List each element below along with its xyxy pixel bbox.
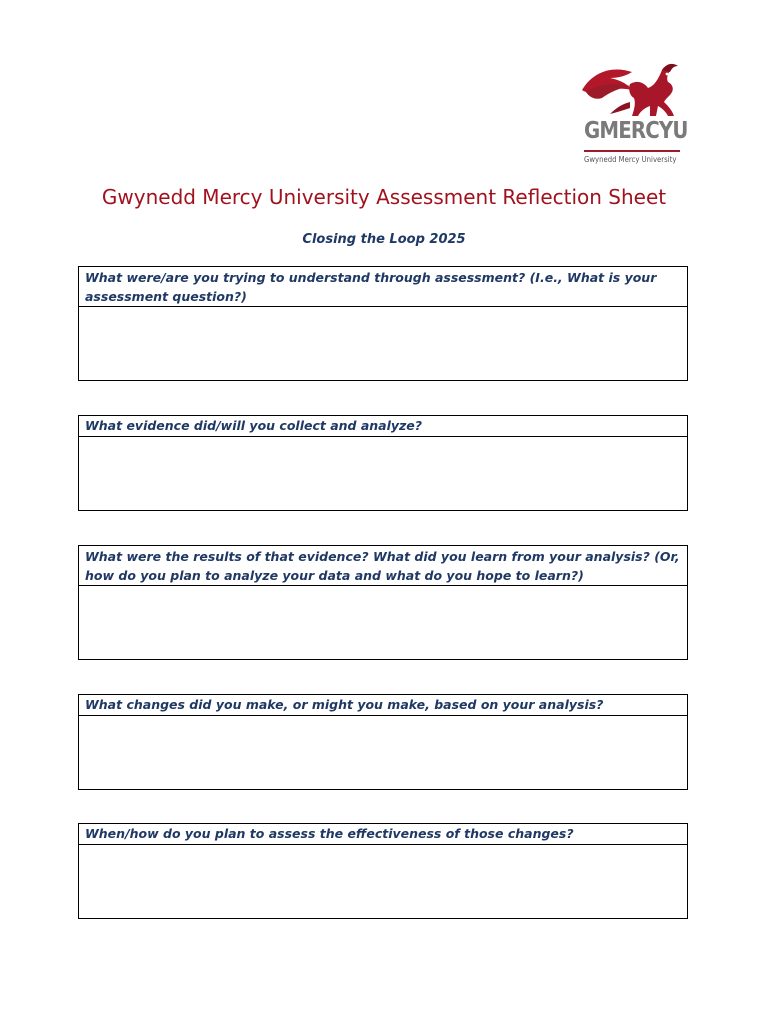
logo-rule [584,150,680,152]
question-prompt: What changes did you make, or might you make, based on your analysis? [79,695,687,716]
question-prompt: What evidence did/will you collect and analyze? [79,416,687,437]
answer-field[interactable] [79,586,687,659]
document-title: Gwynedd Mercy University Assessment Reflection Sheet [101,185,667,209]
question-prompt: What were/are you trying to understand through assessment? (I.e., What is your assessment question?) [79,267,687,307]
griffin-icon [574,62,686,120]
logo-wordmark: GMERCYU [584,118,688,144]
answer-field[interactable] [79,845,687,918]
question-box-2 [78,415,688,511]
document-subtitle: Closing the Loop 2025 [302,232,466,247]
university-logo [574,62,686,168]
question-box-4 [78,694,688,790]
answer-field[interactable] [79,716,687,789]
answer-field[interactable] [79,437,687,510]
question-box-1 [78,266,688,381]
question-box-3 [78,545,688,660]
question-prompt: When/how do you plan to assess the effectiveness of those changes? [79,824,687,845]
answer-field[interactable] [79,307,687,380]
question-box-5 [78,823,688,919]
question-prompt: What were the results of that evidence? What did you learn from your analysis? (Or, how do you plan to analyze your data and what do you hope to learn?) [79,546,687,586]
logo-subtext: Gwynedd Mercy University [584,155,677,164]
